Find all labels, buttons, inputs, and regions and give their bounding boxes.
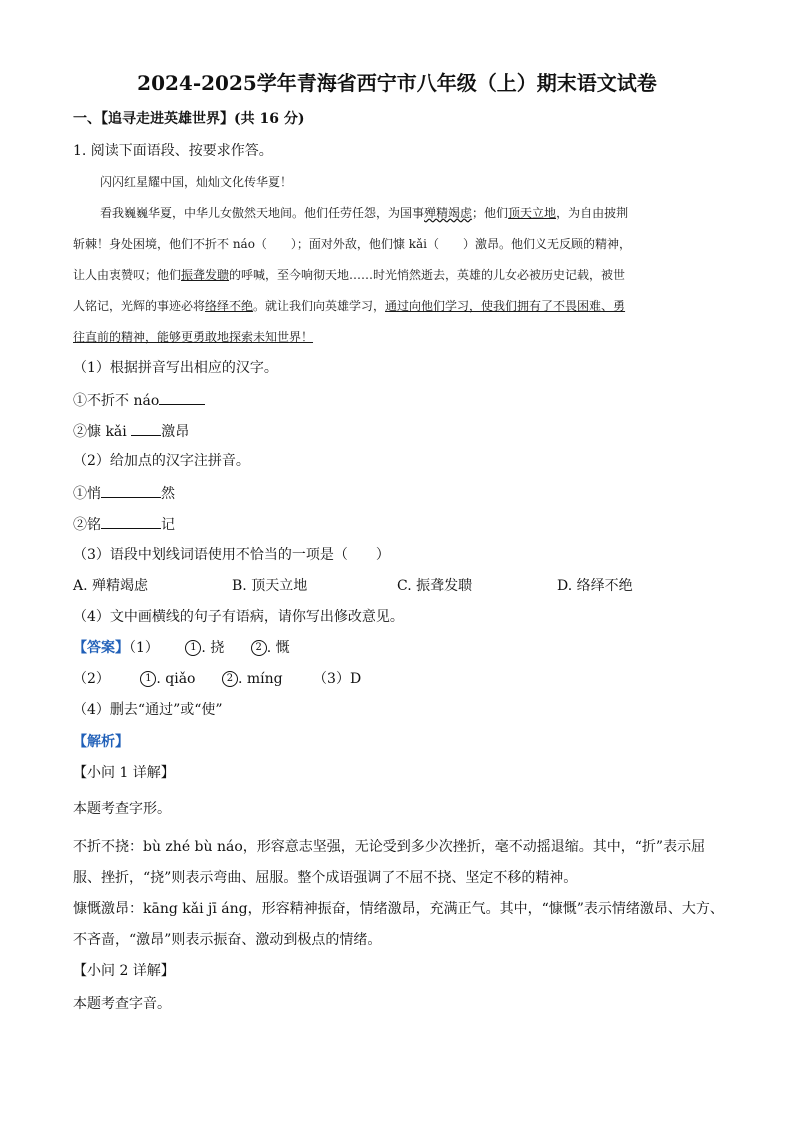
answer-line-1: 【答案】（1） 1 . 挠 2 . 慨	[73, 640, 290, 656]
explanation-line: 不折不挠：bù zhé bù náo，形容意志坚强，无论受到多少次挫折，毫不动摇退缩。其中，“折”表示屈	[73, 839, 706, 855]
question-1-1a: ①不折不 náo	[73, 390, 205, 410]
answer-label: 【答案】	[73, 640, 129, 656]
section-heading: 一、【追寻走进英雄世界】(共 16 分)	[73, 111, 305, 127]
subquestion-2-heading: 【小问 2 详解】	[73, 963, 175, 979]
question-1-intro: 1. 阅读下面语段、按要求作答。	[73, 143, 273, 159]
faulty-sentence-part1: 通过向他们学习，使我们拥有了不畏困难、勇	[385, 299, 626, 313]
subquestion-1-heading: 【小问 1 详解】	[73, 765, 175, 781]
question-1-2: （2）给加点的汉字注拼音。	[73, 453, 250, 469]
passage-line-2: 斩棘！身处困境，他们不折不 náo（ ）；面对外敌，他们慷 kǎi（ ）激昂。他们义无反顾的精神，	[73, 237, 632, 251]
passage-line-5	[73, 328, 718, 346]
answer-blank[interactable]	[101, 483, 161, 498]
question-1-4: （4）文中画横线的句子有语病，请你写出修改意见。	[73, 609, 404, 625]
circled-number: 2	[222, 671, 238, 687]
option-a[interactable]: A. 殚精竭虑	[73, 578, 149, 594]
question-1-2b: ②铭 记	[73, 514, 175, 534]
analysis-label: 【解析】	[73, 734, 129, 750]
passage-line-0: 闪闪红星耀中国，灿灿文化传华夏！	[100, 175, 293, 189]
question-1-3: （3）语段中划线词语使用不恰当的一项是（ ）	[73, 547, 390, 563]
circled-number: 1	[185, 640, 201, 656]
phrase-luoyibujue: 络绎不绝	[205, 299, 254, 313]
circled-number: 1	[140, 671, 156, 687]
option-d[interactable]: D. 络绎不绝	[557, 578, 633, 594]
phrase-zhenlongfakui: 振聋发聩	[181, 268, 230, 282]
passage-line-3: 让人由衷赞叹；他们振聋发聩的呼喊，至今响彻天地……时光悄然逝去，英雄的儿女必被历史记载，被世	[73, 268, 626, 282]
answer-line-2: （2） 1 . qiǎo 2 . míng （3）D	[73, 671, 362, 687]
explanation-line: 服、挫折，“挠”则表示弯曲、屈服。整个成语强调了不屈不挠、坚定不移的精神。	[73, 870, 578, 886]
subquestion-1-lead: 本题考查字形。	[73, 801, 171, 817]
passage-line-4: 人铭记，光辉的事迹必将络绎不绝。就让我们向英雄学习，通过向他们学习，使我们拥有了不畏困难、勇	[73, 299, 626, 313]
answer-blank[interactable]	[101, 514, 161, 529]
question-1-2a: ①悄 然	[73, 483, 175, 503]
subquestion-2-lead: 本题考查字音。	[73, 996, 171, 1012]
question-1-1b: ②慷 kǎi 激昂	[73, 421, 189, 441]
phrase-danjingjielv: 殚精竭虑	[424, 206, 473, 220]
answer-blank[interactable]	[159, 390, 205, 405]
circled-number: 2	[251, 640, 267, 656]
option-b[interactable]: B. 顶天立地	[232, 578, 308, 594]
explanation-line: 不吝啬，“激昂”则表示振奋、激动到极点的情绪。	[73, 932, 382, 948]
passage-line-1: 看我巍巍华夏，中华儿女傲然天地间。他们任劳任怨，为国事殚精竭虑；他们顶天立地，为自由披荆	[100, 206, 629, 220]
answer-line-3: （4）删去“通过”或“使”	[73, 702, 223, 718]
page-title: 2024-2025学年青海省西宁市八年级（上）期末语文试卷	[137, 71, 657, 95]
answer-blank[interactable]	[131, 421, 161, 436]
question-1-1: （1）根据拼音写出相应的汉字。	[73, 360, 278, 376]
faulty-sentence-part2: 往直前的精神，能够更勇敢地探索未知世界！	[73, 330, 314, 344]
phrase-dingtianlidi: 顶天立地	[508, 206, 557, 220]
option-c[interactable]: C. 振聋发聩	[397, 578, 473, 594]
explanation-line: 慷慨激昂：kāng kǎi jī áng，形容精神振奋，情绪激昂，充满正气。其中，“慷慨”表示情绪激昂、大方、	[73, 901, 724, 917]
